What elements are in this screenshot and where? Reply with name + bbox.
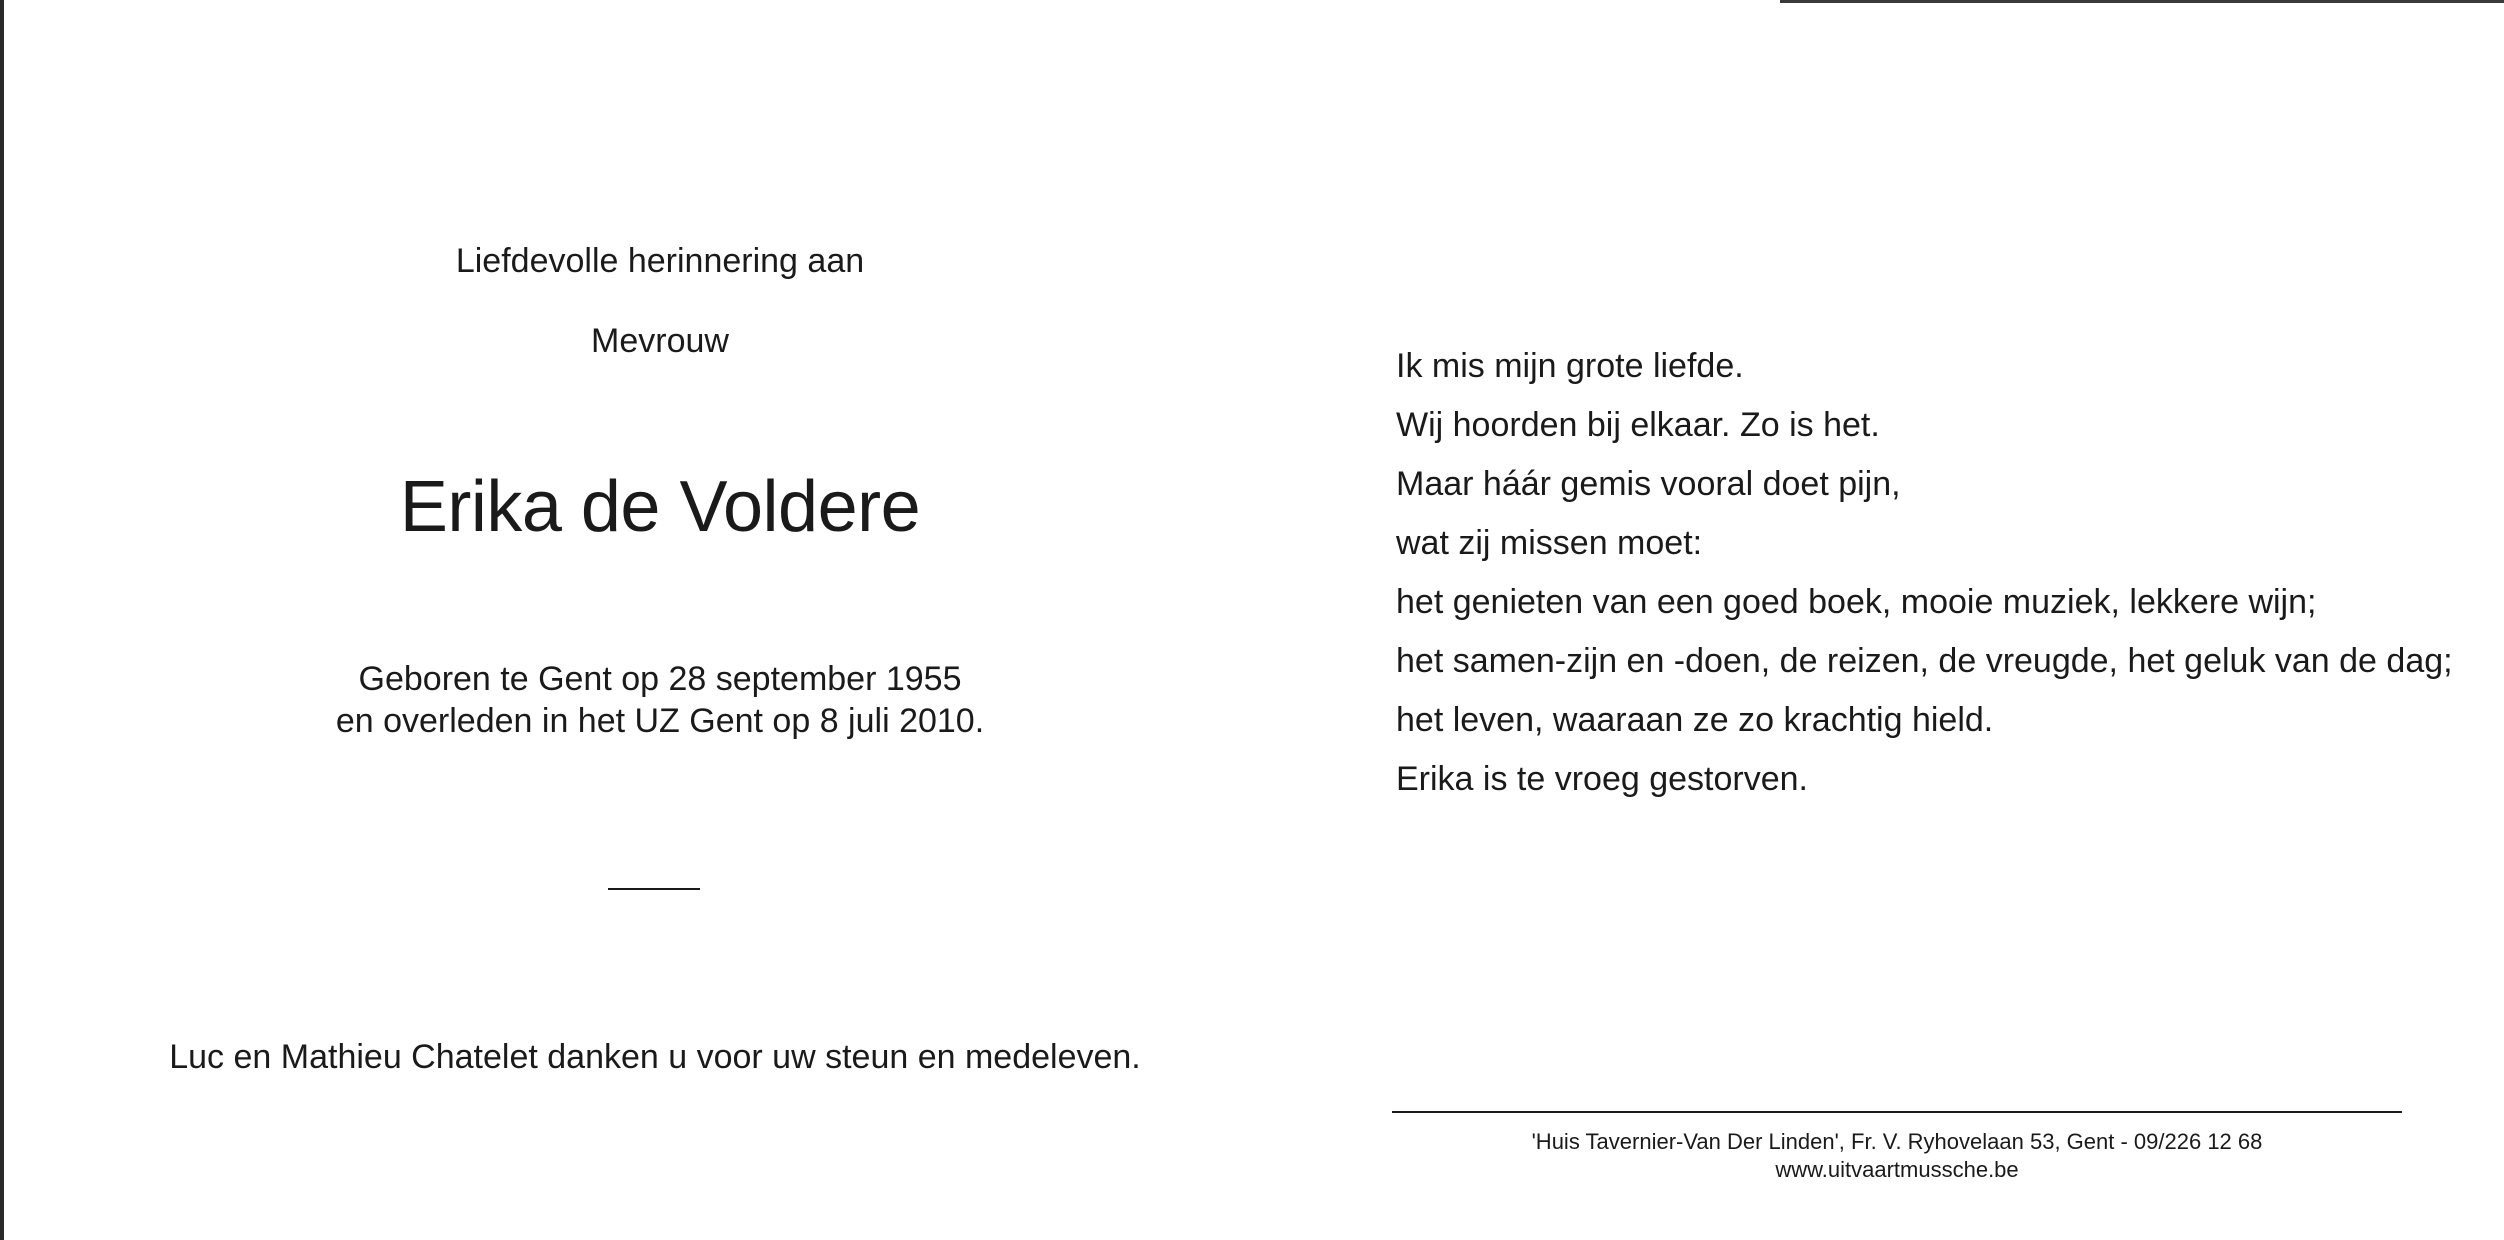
intro-text: Liefdevolle herinnering aan: [455, 242, 865, 280]
undertaker-info: [1392, 1128, 2402, 1184]
death-line: en overleden in het UZ Gent op 8 juli 2010.: [335, 702, 985, 740]
poem: [1396, 346, 2453, 818]
title-prefix: Mevrouw: [591, 322, 729, 360]
poem-line: het genieten van een goed boek, mooie muziek, lekkere wijn;: [1396, 583, 2317, 621]
poem-line: het samen-zijn en -doen, de reizen, de vreugde, het geluk van de dag;: [1396, 642, 2453, 680]
birth-line: Geboren te Gent op 28 september 1955: [358, 660, 962, 698]
poem-line: wat zij missen moet:: [1396, 524, 1703, 562]
thanks-text: Luc en Mathieu Chatelet danken u voor uw steun en medeleven.: [169, 1038, 1141, 1076]
undertaker-website: www.uitvaartmussche.be: [1775, 1157, 2019, 1182]
footer-rule: [1392, 1111, 2402, 1113]
poem-line: Ik mis mijn grote liefde.: [1396, 347, 1744, 385]
undertaker-address: 'Huis Tavernier-Van Der Linden', Fr. V. Ryhovelaan 53, Gent - 09/226 12 68: [1531, 1129, 2263, 1154]
scan-edge-top: [1780, 0, 2504, 3]
life-dates: [210, 658, 1110, 742]
poem-line: Erika is te vroeg gestorven.: [1396, 760, 1808, 798]
separator-line: [608, 888, 700, 890]
deceased-name: Erika de Voldere: [399, 467, 921, 547]
poem-line: Wij hoorden bij elkaar. Zo is het.: [1396, 406, 1880, 444]
poem-line: Maar háár gemis vooral doet pijn,: [1396, 465, 1901, 503]
poem-line: het leven, waaraan ze zo krachtig hield.: [1396, 701, 1994, 739]
